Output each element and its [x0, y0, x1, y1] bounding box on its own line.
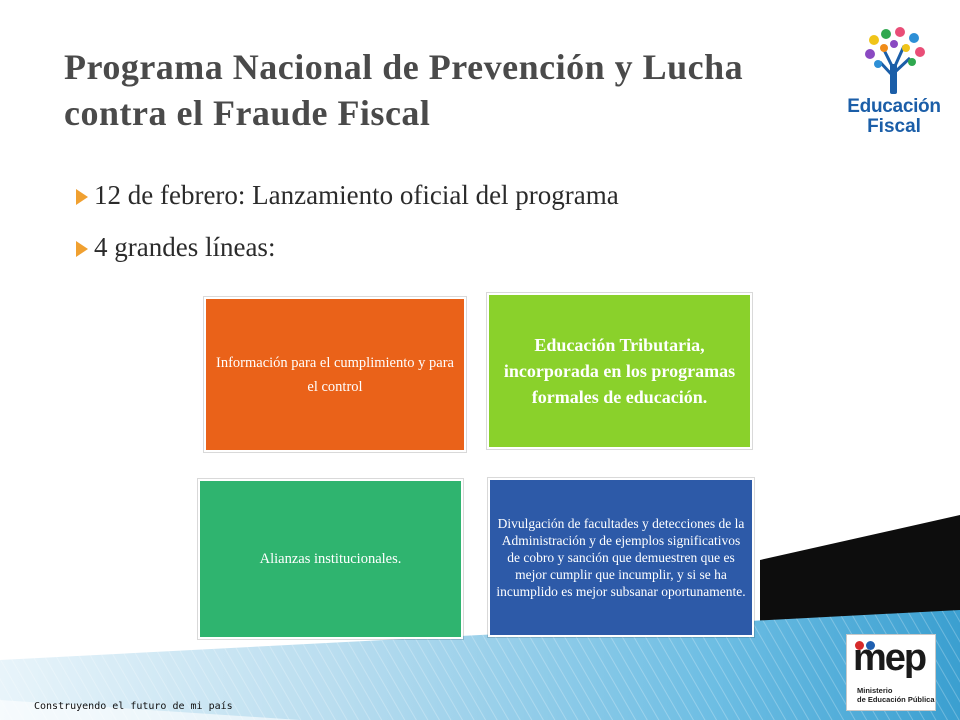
mep-logo — [846, 634, 936, 711]
box-divulgacion-text: Divulgación de facultades y detecciones de la Administración y de ejemplos significativos de cobro y sanción que demuestren que es mejor cumplir que incumplir, y si se ha incumplido es mejor subsanar oportunamente. — [496, 516, 746, 599]
box-educacion-tributaria — [487, 293, 752, 449]
mep-wordmark: mep — [853, 637, 926, 679]
footer-slogan: Construyendo el futuro de mi país — [34, 701, 233, 712]
box-educacion-text: Educación Tributaria, incorporada en los programas formales de educación. — [503, 335, 736, 407]
bullet-arrow-icon — [76, 189, 88, 205]
bullet-item — [76, 232, 275, 263]
logo-text-fiscal: Fiscal — [867, 116, 921, 137]
box-divulgacion — [488, 478, 754, 637]
mep-line-educacion-publica: de Educación Pública — [857, 695, 935, 704]
title-line-1: Programa Nacional de Prevención y Lucha — [64, 47, 744, 87]
bullet-text: 12 de febrero: Lanzamiento oficial del programa — [94, 180, 619, 210]
box-informacion-text: Información para el cumplimiento y para el control — [216, 354, 454, 395]
box-informacion — [204, 297, 466, 452]
bullet-arrow-icon — [76, 241, 88, 257]
box-alianzas-text: Alianzas institucionales. — [259, 551, 402, 567]
title-line-2: contra el Fraude Fiscal — [64, 93, 431, 133]
mep-line-ministerio: Ministerio — [857, 686, 893, 695]
tree-stars-icon — [862, 26, 926, 96]
bullet-text: 4 grandes líneas: — [94, 232, 276, 262]
logo-text-educacion: Educación — [847, 96, 941, 117]
box-alianzas — [198, 479, 463, 639]
slide-title — [64, 44, 864, 136]
educacion-fiscal-logo — [838, 26, 950, 136]
bullet-item — [76, 180, 619, 211]
